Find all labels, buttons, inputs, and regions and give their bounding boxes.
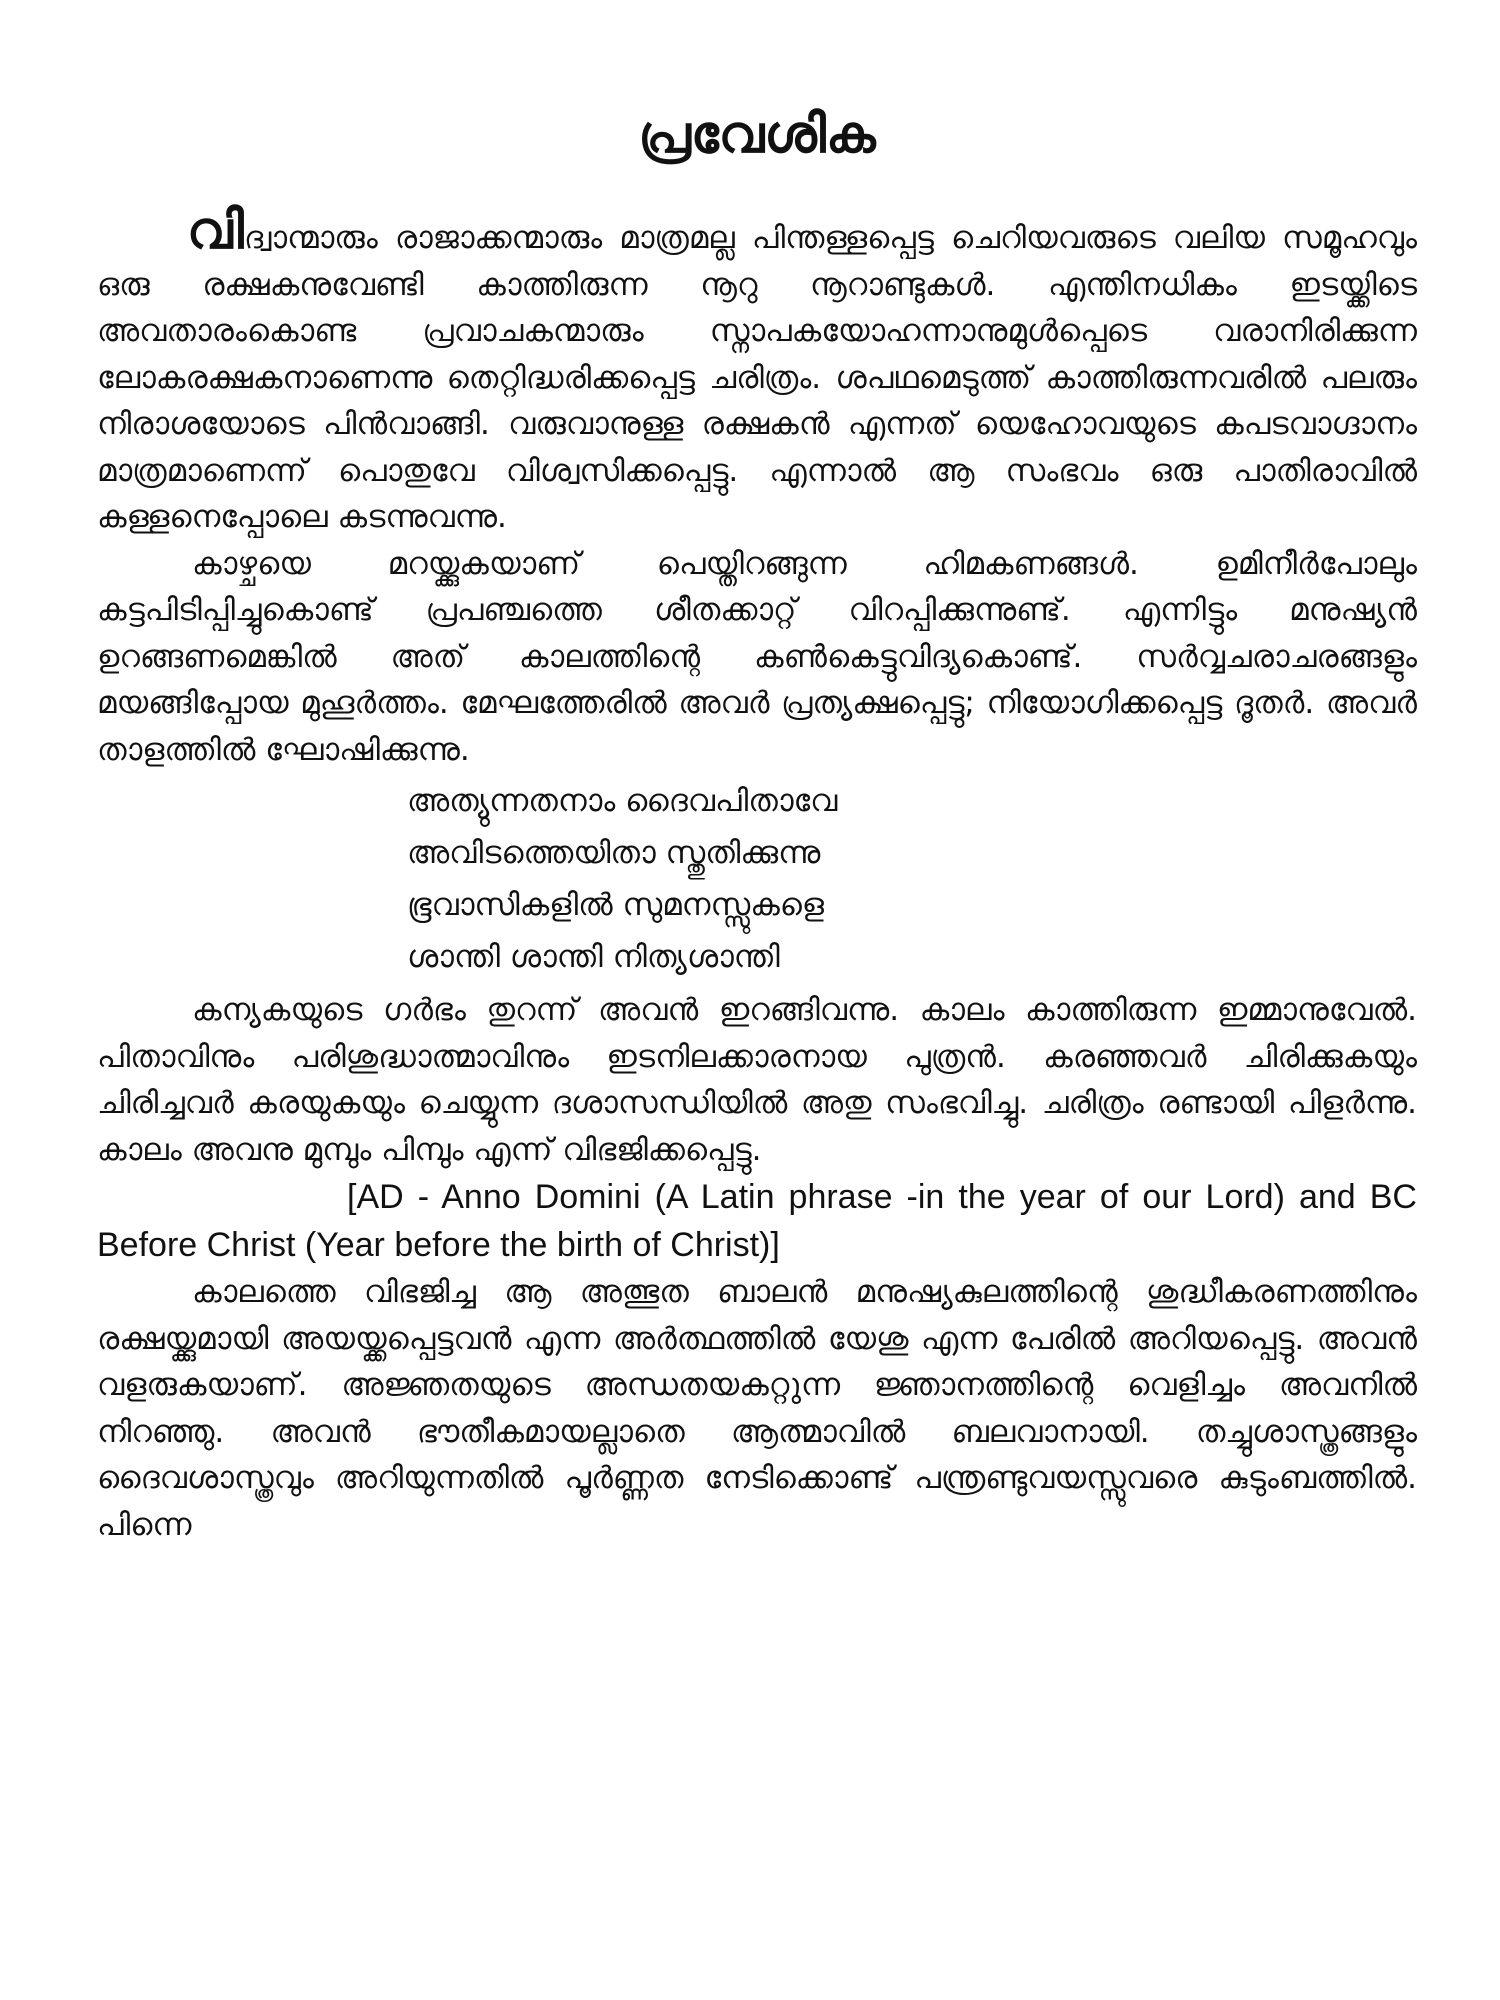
hymn-verse (407, 775, 1417, 983)
paragraph-childhood: കാലത്തെ വിഭജിച്ച ആ അത്ഭുത ബാലൻ മനുഷ്യകുലത്തിന്റെ ശുദ്ധീകരണത്തിനും രക്ഷയ്ക്കുമായി അയയ്ക്കപ്പെട്ടവൻ എന്ന അർത്ഥത്തിൽ യേശു എന്ന പേരിൽ അറിയപ്പെട്ടു. അവൻ വളരുകയാണ്. അജ്ഞതയുടെ അന്ധതയകറ്റുന്ന ജ്ഞാനത്തിന്റെ വെളിച്ചം അവനിൽ നിറഞ്ഞു. അവൻ ഭൗതീകമായല്ലാതെ ആത്മാവിൽ ബലവാനായി. തച്ചുശാസ്ത്രങ്ങളും ദൈവശാസ്ത്രവും അറിയുന്നതിൽ പൂർണ്ണത നേടിക്കൊണ്ട് പന്ത്രണ്ടുവയസ്സുവരെ കുടുംബത്തിൽ. പിന്നെ (97, 1274, 1417, 1543)
verse-line: ശാന്തി ശാന്തി നിത്യശാന്തി (407, 939, 780, 975)
paragraph-intro (97, 201, 1417, 541)
document-page (97, 95, 1417, 1975)
paragraph-snowfall: കാഴ്ചയെ മറയ്ക്കുകയാണ് പെയ്തിറങ്ങുന്ന ഹിമകണങ്ങൾ. ഉമിനീർപോലും കട്ടപിടിപ്പിച്ചുകൊണ്ട് പ്രപഞ്ചത്തെ ശീതക്കാറ്റ് വിറപ്പിക്കുന്നുണ്ട്. എന്നിട്ടും മനുഷ്യൻ ഉറങ്ങണമെങ്കിൽ അത് കാലത്തിന്റെ കൺകെട്ടുവിദ്യകൊണ്ട്. സർവ്വചരാചരങ്ങളും മയങ്ങിപ്പോയ മുഹൂർത്തം. മേഘത്തേരിൽ അവർ പ്രത്യക്ഷപ്പെട്ടു; നിയോഗിക്കപ്പെട്ട ദൂതർ. അവർ താളത്തിൽ ഘോഷിക്കുന്നു. (97, 545, 1417, 768)
verse-line: അത്യുന്നതനാം ദൈവപിതാവേ (407, 783, 838, 819)
drop-cap: വി (187, 201, 244, 261)
paragraph-intro-text: ദ്വാന്മാരും രാജാക്കന്മാരും മാത്രമല്ല പിന്തള്ളപ്പെട്ട ചെറിയവരുടെ വലിയ സമൂഹവും ഒരു രക്ഷകനുവേണ്ടി കാത്തിരുന്ന നൂറു നൂറാണ്ടുകൾ. എന്തിനധികം ഇടയ്ക്കിടെ അവതാരംകൊണ്ട പ്രവാചകന്മാരും സ്നാപകയോഹന്നാനുമുൾപ്പെടെ വരാനിരിക്കുന്ന ലോകരക്ഷകനാണെന്നു തെറ്റിദ്ധരിക്കപ്പെട്ട ചരിത്രം. ശപഥമെടുത്ത് കാത്തിരുന്നവരിൽ പലരും നിരാശയോടെ പിൻവാങ്ങി. വരുവാനുള്ള രക്ഷകൻ എന്നത് യെഹോവയുടെ കപടവാഗ്ദാനം മാത്രമാണെന്ന് പൊതുവേ വിശ്വസിക്കപ്പെട്ടു. എന്നാൽ ആ സംഭവം ഒരു പാതിരാവിൽ കള്ളനെപ്പോലെ കടന്നുവന്നു. (97, 220, 1417, 535)
verse-line: ഭൂവാസികളിൽ സുമനസ്സുകളെ (407, 887, 825, 923)
english-note: [AD - Anno Domini (A Latin phrase -in the year of our Lord) and BC Before Christ (Year before the birth of Christ)] (97, 1178, 1417, 1264)
page-title: പ്രവേശിക (638, 105, 876, 165)
paragraph-nativity: കന്യകയുടെ ഗർഭം തുറന്ന് അവൻ ഇറങ്ങിവന്നു. കാലം കാത്തിരുന്ന ഇമ്മാനുവേൽ. പിതാവിനും പരിശുദ്ധാത്മാവിനും ഇടനിലക്കാരനായ പുത്രൻ. കരഞ്ഞവർ ചിരിക്കുകയും ചിരിച്ചവർ കരയുകയും ചെയ്യുന്ന ദശാസന്ധിയിൽ അതു സംഭവിച്ചു. ചരിത്രം രണ്ടായി പിളർന്നു. കാലം അവനു മുമ്പും പിമ്പും എന്ന് വിഭജിക്കപ്പെട്ടു. (97, 992, 1417, 1168)
verse-line: അവിടത്തെയിതാ സ്തുതിക്കുന്നു (407, 835, 821, 871)
